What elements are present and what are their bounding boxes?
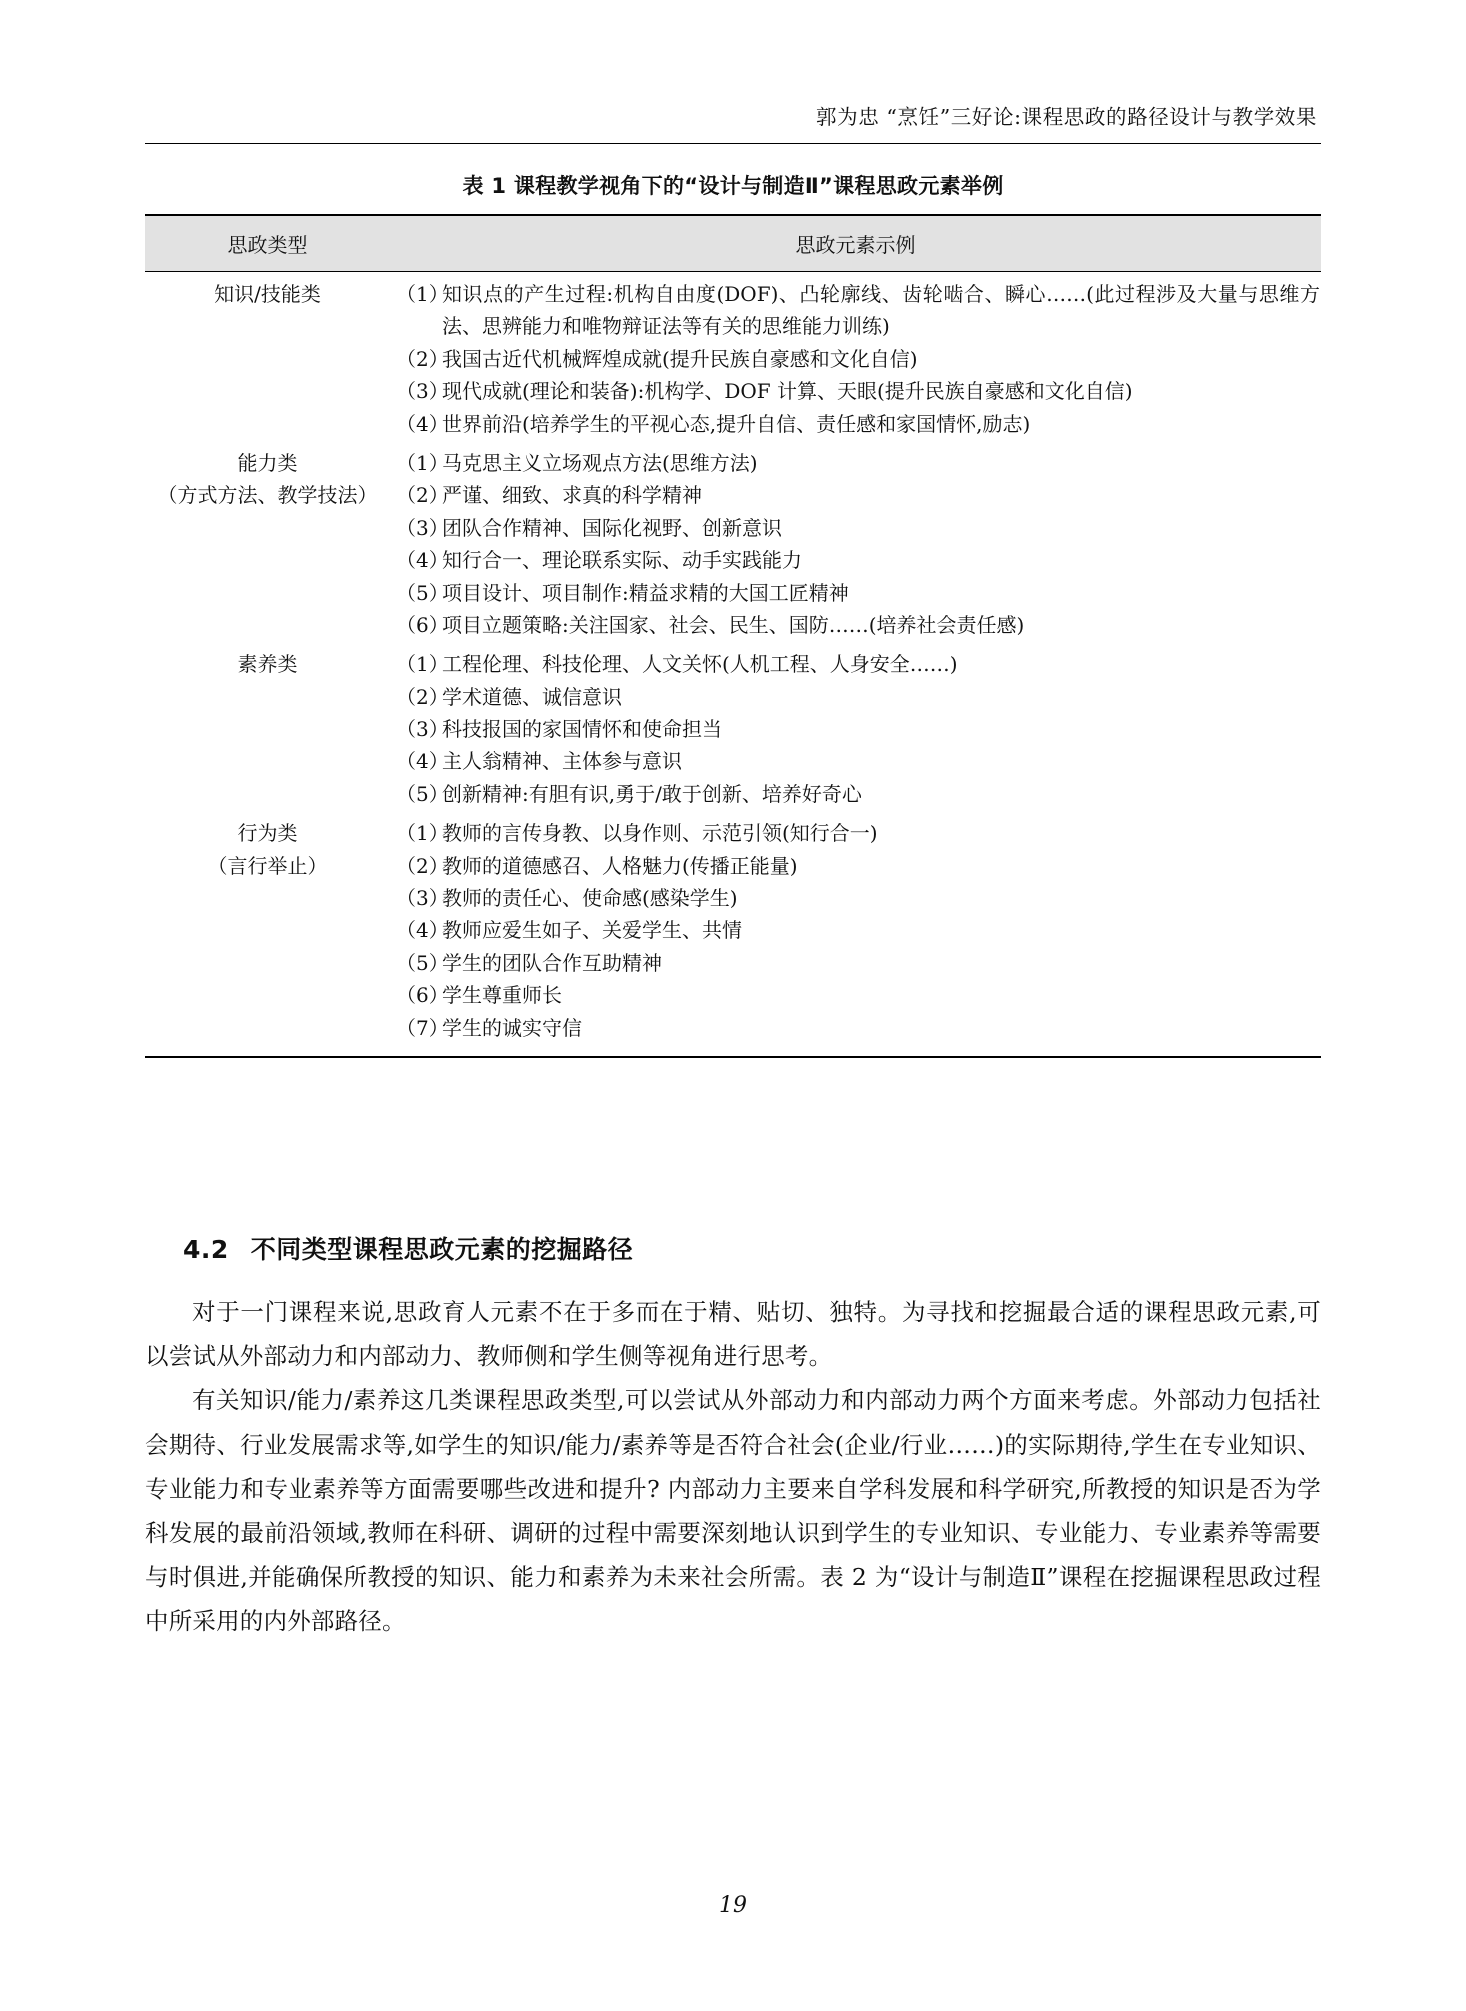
item-number: （5） [396, 781, 449, 806]
item-text: 世界前沿(培养学生的平视心态,提升自信、责任感和家国情怀,励志) [442, 411, 1031, 436]
list-item [396, 609, 1320, 641]
row-category-cell [145, 441, 390, 642]
item-number: （1） [396, 652, 449, 677]
row-category-label: 素养类 [237, 652, 298, 677]
item-list [396, 648, 1320, 810]
item-text: 严谨、细致、求真的科学精神 [442, 483, 702, 508]
running-head-text: 郭为忠 “烹饪”三好论:课程思政的路径设计与教学效果 [816, 105, 1317, 129]
item-number: （5） [396, 580, 449, 605]
item-list [396, 447, 1320, 641]
list-item [396, 479, 1320, 511]
item-text: 马克思主义立场观点方法(思维方法) [442, 450, 758, 475]
list-item [396, 947, 1320, 979]
table-caption: 表 1 课程教学视角下的“设计与制造Ⅱ”课程思政元素举例 [462, 174, 1004, 198]
item-number: （6） [396, 983, 449, 1008]
item-number: （1） [396, 282, 449, 306]
item-number: （2） [396, 346, 449, 371]
item-number: （4） [396, 749, 449, 774]
item-number: （2） [396, 853, 449, 878]
column-header-type: 思政类型 [145, 215, 390, 272]
item-text: 学生的团队合作互助精神 [442, 950, 662, 975]
list-item [396, 713, 1320, 745]
table-bottom-rule-right [390, 1057, 1321, 1058]
list-item [396, 817, 1320, 849]
row-category-label: 行为类 [237, 821, 298, 846]
item-number: （3） [396, 379, 449, 404]
table-footer-rule [145, 1057, 1321, 1058]
list-item [396, 648, 1320, 680]
list-item [396, 882, 1320, 914]
item-text: 项目设计、项目制作:精益求精的大国工匠精神 [442, 580, 849, 605]
page-number: 19 [719, 1893, 747, 1918]
running-head-rule [145, 143, 1321, 144]
row-category-cell [145, 272, 390, 441]
item-number: （4） [396, 548, 449, 573]
item-text: 我国古近代机械辉煌成就(提升民族自豪感和文化自信) [442, 346, 918, 371]
row-category-sublabel: （言行举止） [207, 853, 328, 878]
list-item [396, 544, 1320, 576]
item-list [396, 817, 1320, 1044]
item-text: 教师的责任心、使命感(感染学生) [442, 886, 738, 911]
item-text: 科技报国的家国情怀和使命担当 [442, 717, 722, 742]
item-text: 教师的道德感召、人格魅力(传播正能量) [442, 853, 798, 878]
list-item [396, 850, 1320, 882]
item-text: 主人翁精神、主体参与意识 [442, 749, 682, 774]
item-number: （4） [396, 411, 449, 436]
item-text: 工程伦理、科技伦理、人文关怀(人机工程、人身安全……) [442, 652, 958, 677]
table-1 [145, 214, 1321, 1058]
column-header-examples: 思政元素示例 [390, 215, 1321, 272]
table-header [145, 215, 1321, 272]
item-number: （5） [396, 950, 449, 975]
item-text: 学生尊重师长 [442, 983, 562, 1008]
item-number: （3） [396, 886, 449, 911]
row-category-label: 知识/技能类 [214, 282, 321, 306]
item-text: 项目立题策略:关注国家、社会、民生、国防……(培养社会责任感) [442, 612, 1025, 637]
running-head [145, 100, 1321, 144]
list-item [396, 577, 1320, 609]
list-item [396, 512, 1320, 544]
item-number: （1） [396, 450, 449, 475]
row-items-cell [390, 272, 1321, 441]
row-items-cell [390, 811, 1321, 1057]
list-item [396, 745, 1320, 777]
list-item [396, 408, 1320, 440]
list-item [396, 979, 1320, 1011]
row-items-cell [390, 642, 1321, 811]
table-header-row [145, 215, 1321, 272]
row-category-label: 能力类 [237, 450, 298, 475]
item-number: （3） [396, 515, 449, 540]
table-1-container [145, 170, 1321, 1058]
section-title: 不同类型课程思政元素的挖掘路径 [250, 1235, 634, 1264]
paragraph: 对于一门课程来说,思政育人元素不在于多而在于精、贴切、独特。为寻找和挖掘最合适的课程思政元素,可以尝试从外部动力和内部动力、教师侧和学生侧等视角进行思考。 [145, 1298, 1321, 1371]
item-text: 教师应爱生如子、关爱学生、共情 [442, 918, 742, 943]
item-number: （1） [396, 821, 449, 846]
list-item [396, 778, 1320, 810]
item-text: 知识点的产生过程:机构自由度(DOF)、凸轮廓线、齿轮啮合、瞬心……(此过程涉及大量与思维方法、思辨能力和唯物辩证法等有关的思维能力训练) [442, 282, 1320, 339]
section-number: 4.2 [183, 1235, 229, 1264]
table-row [145, 642, 1321, 811]
table-bottom-rule-row [145, 1057, 1321, 1058]
row-category-sublabel: （方式方法、教学技法） [157, 483, 378, 508]
table-row [145, 811, 1321, 1057]
section-heading [183, 1230, 633, 1266]
table-row [145, 272, 1321, 441]
list-item [396, 343, 1320, 375]
table-bottom-rule-left [145, 1057, 390, 1058]
list-item [396, 375, 1320, 407]
item-number: （3） [396, 717, 449, 742]
item-text: 现代成就(理论和装备):机构学、DOF 计算、天眼(提升民族自豪感和文化自信) [442, 379, 1133, 404]
row-items-cell [390, 441, 1321, 642]
list-item [396, 278, 1320, 343]
item-text: 教师的言传身教、以身作则、示范引领(知行合一) [442, 821, 878, 846]
item-number: （2） [396, 483, 449, 508]
item-text: 团队合作精神、国际化视野、创新意识 [442, 515, 782, 540]
body-text [145, 1290, 1321, 1643]
item-number: （6） [396, 612, 449, 637]
paragraph: 有关知识/能力/素养这几类课程思政类型,可以尝试从外部动力和内部动力两个方面来考虑。外部动力包括社会期待、行业发展需求等,如学生的知识/能力/素养等是否符合社会(企业/行业……)的实际期待,学生在专业知识、专业能力和专业素养等方面需要哪些改进和提升? 内部动力主要来自学科发展和科学研究,所教授的知识是否为学科发展的最前沿领域,教师在科研、调研的过程中需要深刻地认识到学生的专业知识、专业能力、专业素养等需要与时俱进,并能确保所教授的知识、能力和素养为未来社会所需。表 2 为“设计与制造Ⅱ”课程在挖掘课程思政过程中所采用的内外部路径。 [145, 1386, 1321, 1636]
item-number: （2） [396, 684, 449, 709]
row-category-cell [145, 811, 390, 1057]
item-text: 知行合一、理论联系实际、动手实践能力 [442, 548, 802, 573]
item-number: （7） [396, 1015, 449, 1040]
row-category-cell [145, 642, 390, 811]
item-text: 创新精神:有胆有识,勇于/敢于创新、培养好奇心 [442, 781, 862, 806]
item-text: 学术道德、诚信意识 [442, 684, 622, 709]
list-item [396, 914, 1320, 946]
list-item [396, 681, 1320, 713]
list-item [396, 1012, 1320, 1044]
table-row [145, 441, 1321, 642]
item-text: 学生的诚实守信 [442, 1015, 582, 1040]
list-item [396, 447, 1320, 479]
table-body [145, 272, 1321, 1057]
item-list [396, 278, 1320, 440]
item-number: （4） [396, 918, 449, 943]
